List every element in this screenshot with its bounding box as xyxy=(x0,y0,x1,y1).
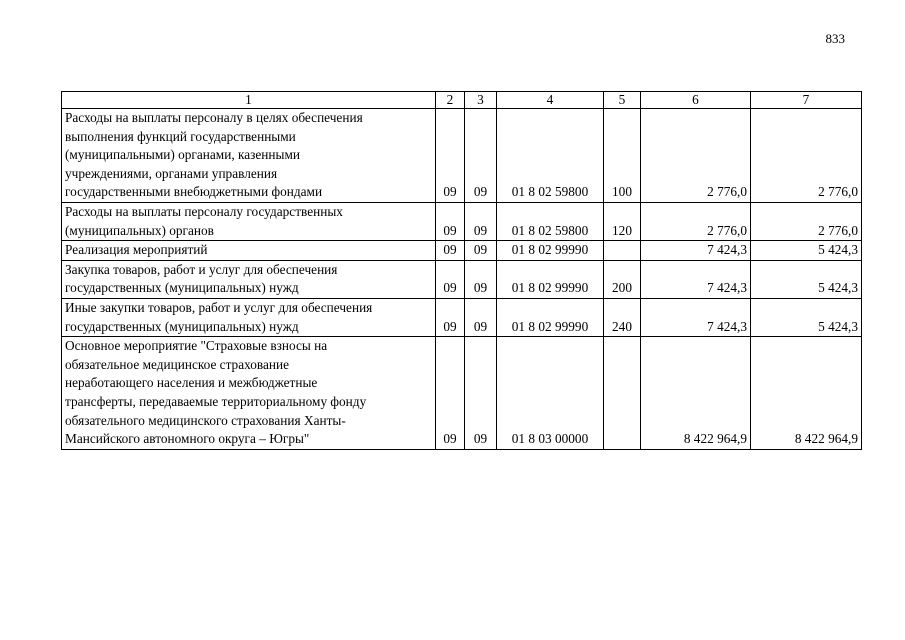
row-name-line: Иные закупки товаров, работ и услуг для обеспечения xyxy=(65,299,373,315)
target-article-cell: 01 8 02 99990 xyxy=(497,260,604,298)
row-name-cell xyxy=(62,337,436,450)
row-name-line: государственными внебюджетными фондами xyxy=(65,184,323,200)
expense-type-cell: 200 xyxy=(604,260,641,298)
amount-col7-cell: 5 424,3 xyxy=(751,260,862,298)
row-name-line: обязательное медицинское страхование xyxy=(65,356,290,372)
row-name-line: (муниципальных) органов xyxy=(65,222,214,238)
table-body xyxy=(62,109,862,450)
expense-type-cell: 100 xyxy=(604,109,641,203)
subsection-code-cell: 09 xyxy=(465,337,497,450)
amount-col6-cell: 7 424,3 xyxy=(641,260,751,298)
section-code-cell: 09 xyxy=(436,202,465,240)
table-header-row xyxy=(62,92,862,109)
amount-col7-cell: 2 776,0 xyxy=(751,202,862,240)
target-article-cell: 01 8 02 59800 xyxy=(497,109,604,203)
target-article-cell: 01 8 02 59800 xyxy=(497,202,604,240)
header-cell-6: 6 xyxy=(641,92,751,109)
amount-col7-cell: 5 424,3 xyxy=(751,241,862,261)
row-name-line: учреждениями, органами управления xyxy=(65,165,278,181)
expense-type-cell xyxy=(604,241,641,261)
row-name-line: трансферты, передаваемые территориальному фонду xyxy=(65,393,367,409)
row-name-line: государственных (муниципальных) нужд xyxy=(65,318,299,334)
row-name-line: Реализация мероприятий xyxy=(65,242,208,258)
row-name-line: государственных (муниципальных) нужд xyxy=(65,280,299,296)
target-article-cell: 01 8 02 99990 xyxy=(497,241,604,261)
target-article-cell: 01 8 02 99990 xyxy=(497,298,604,336)
table-row xyxy=(62,202,862,240)
section-code-cell: 09 xyxy=(436,109,465,203)
target-article-cell: 01 8 03 00000 xyxy=(497,337,604,450)
row-name-cell xyxy=(62,202,436,240)
expense-type-cell: 120 xyxy=(604,202,641,240)
subsection-code-cell: 09 xyxy=(465,260,497,298)
amount-col7-cell: 8 422 964,9 xyxy=(751,337,862,450)
row-name-line: (муниципальными) органами, казенными xyxy=(65,147,300,163)
row-name-line: обязательного медицинского страхования Ханты- xyxy=(65,412,346,428)
page-number: 833 xyxy=(825,31,845,46)
row-name-cell xyxy=(62,260,436,298)
amount-col6-cell: 7 424,3 xyxy=(641,241,751,261)
budget-table xyxy=(61,91,862,450)
amount-col7-cell: 5 424,3 xyxy=(751,298,862,336)
header-cell-2: 2 xyxy=(436,92,465,109)
row-name-cell xyxy=(62,109,436,203)
section-code-cell: 09 xyxy=(436,241,465,261)
section-code-cell: 09 xyxy=(436,337,465,450)
row-name-line: Расходы на выплаты персоналу в целях обеспечения xyxy=(65,110,363,125)
amount-col6-cell: 2 776,0 xyxy=(641,109,751,203)
section-code-cell: 09 xyxy=(436,298,465,336)
amount-col7-cell: 2 776,0 xyxy=(751,109,862,203)
table-row xyxy=(62,337,862,450)
table-row xyxy=(62,298,862,336)
row-name-line: Закупка товаров, работ и услуг для обеспечения xyxy=(65,261,338,277)
header-cell-3: 3 xyxy=(465,92,497,109)
row-name-line: Основное мероприятие "Страховые взносы на xyxy=(65,338,328,354)
subsection-code-cell: 09 xyxy=(465,202,497,240)
expense-type-cell xyxy=(604,337,641,450)
expense-type-cell: 240 xyxy=(604,298,641,336)
row-name-cell xyxy=(62,241,436,261)
subsection-code-cell: 09 xyxy=(465,109,497,203)
amount-col6-cell: 7 424,3 xyxy=(641,298,751,336)
table-row xyxy=(62,241,862,261)
amount-col6-cell: 8 422 964,9 xyxy=(641,337,751,450)
header-cell-4: 4 xyxy=(497,92,604,109)
row-name-line: Мансийского автономного округа – Югры" xyxy=(65,431,310,447)
table-row xyxy=(62,109,862,203)
row-name-cell xyxy=(62,298,436,336)
subsection-code-cell: 09 xyxy=(465,298,497,336)
table-row xyxy=(62,260,862,298)
row-name-line: неработающего населения и межбюджетные xyxy=(65,375,318,391)
subsection-code-cell: 09 xyxy=(465,241,497,261)
header-cell-1: 1 xyxy=(62,92,436,109)
amount-col6-cell: 2 776,0 xyxy=(641,202,751,240)
section-code-cell: 09 xyxy=(436,260,465,298)
header-cell-5: 5 xyxy=(604,92,641,109)
header-cell-7: 7 xyxy=(751,92,862,109)
row-name-line: Расходы на выплаты персоналу государственных xyxy=(65,203,343,219)
row-name-line: выполнения функций государственными xyxy=(65,128,296,144)
